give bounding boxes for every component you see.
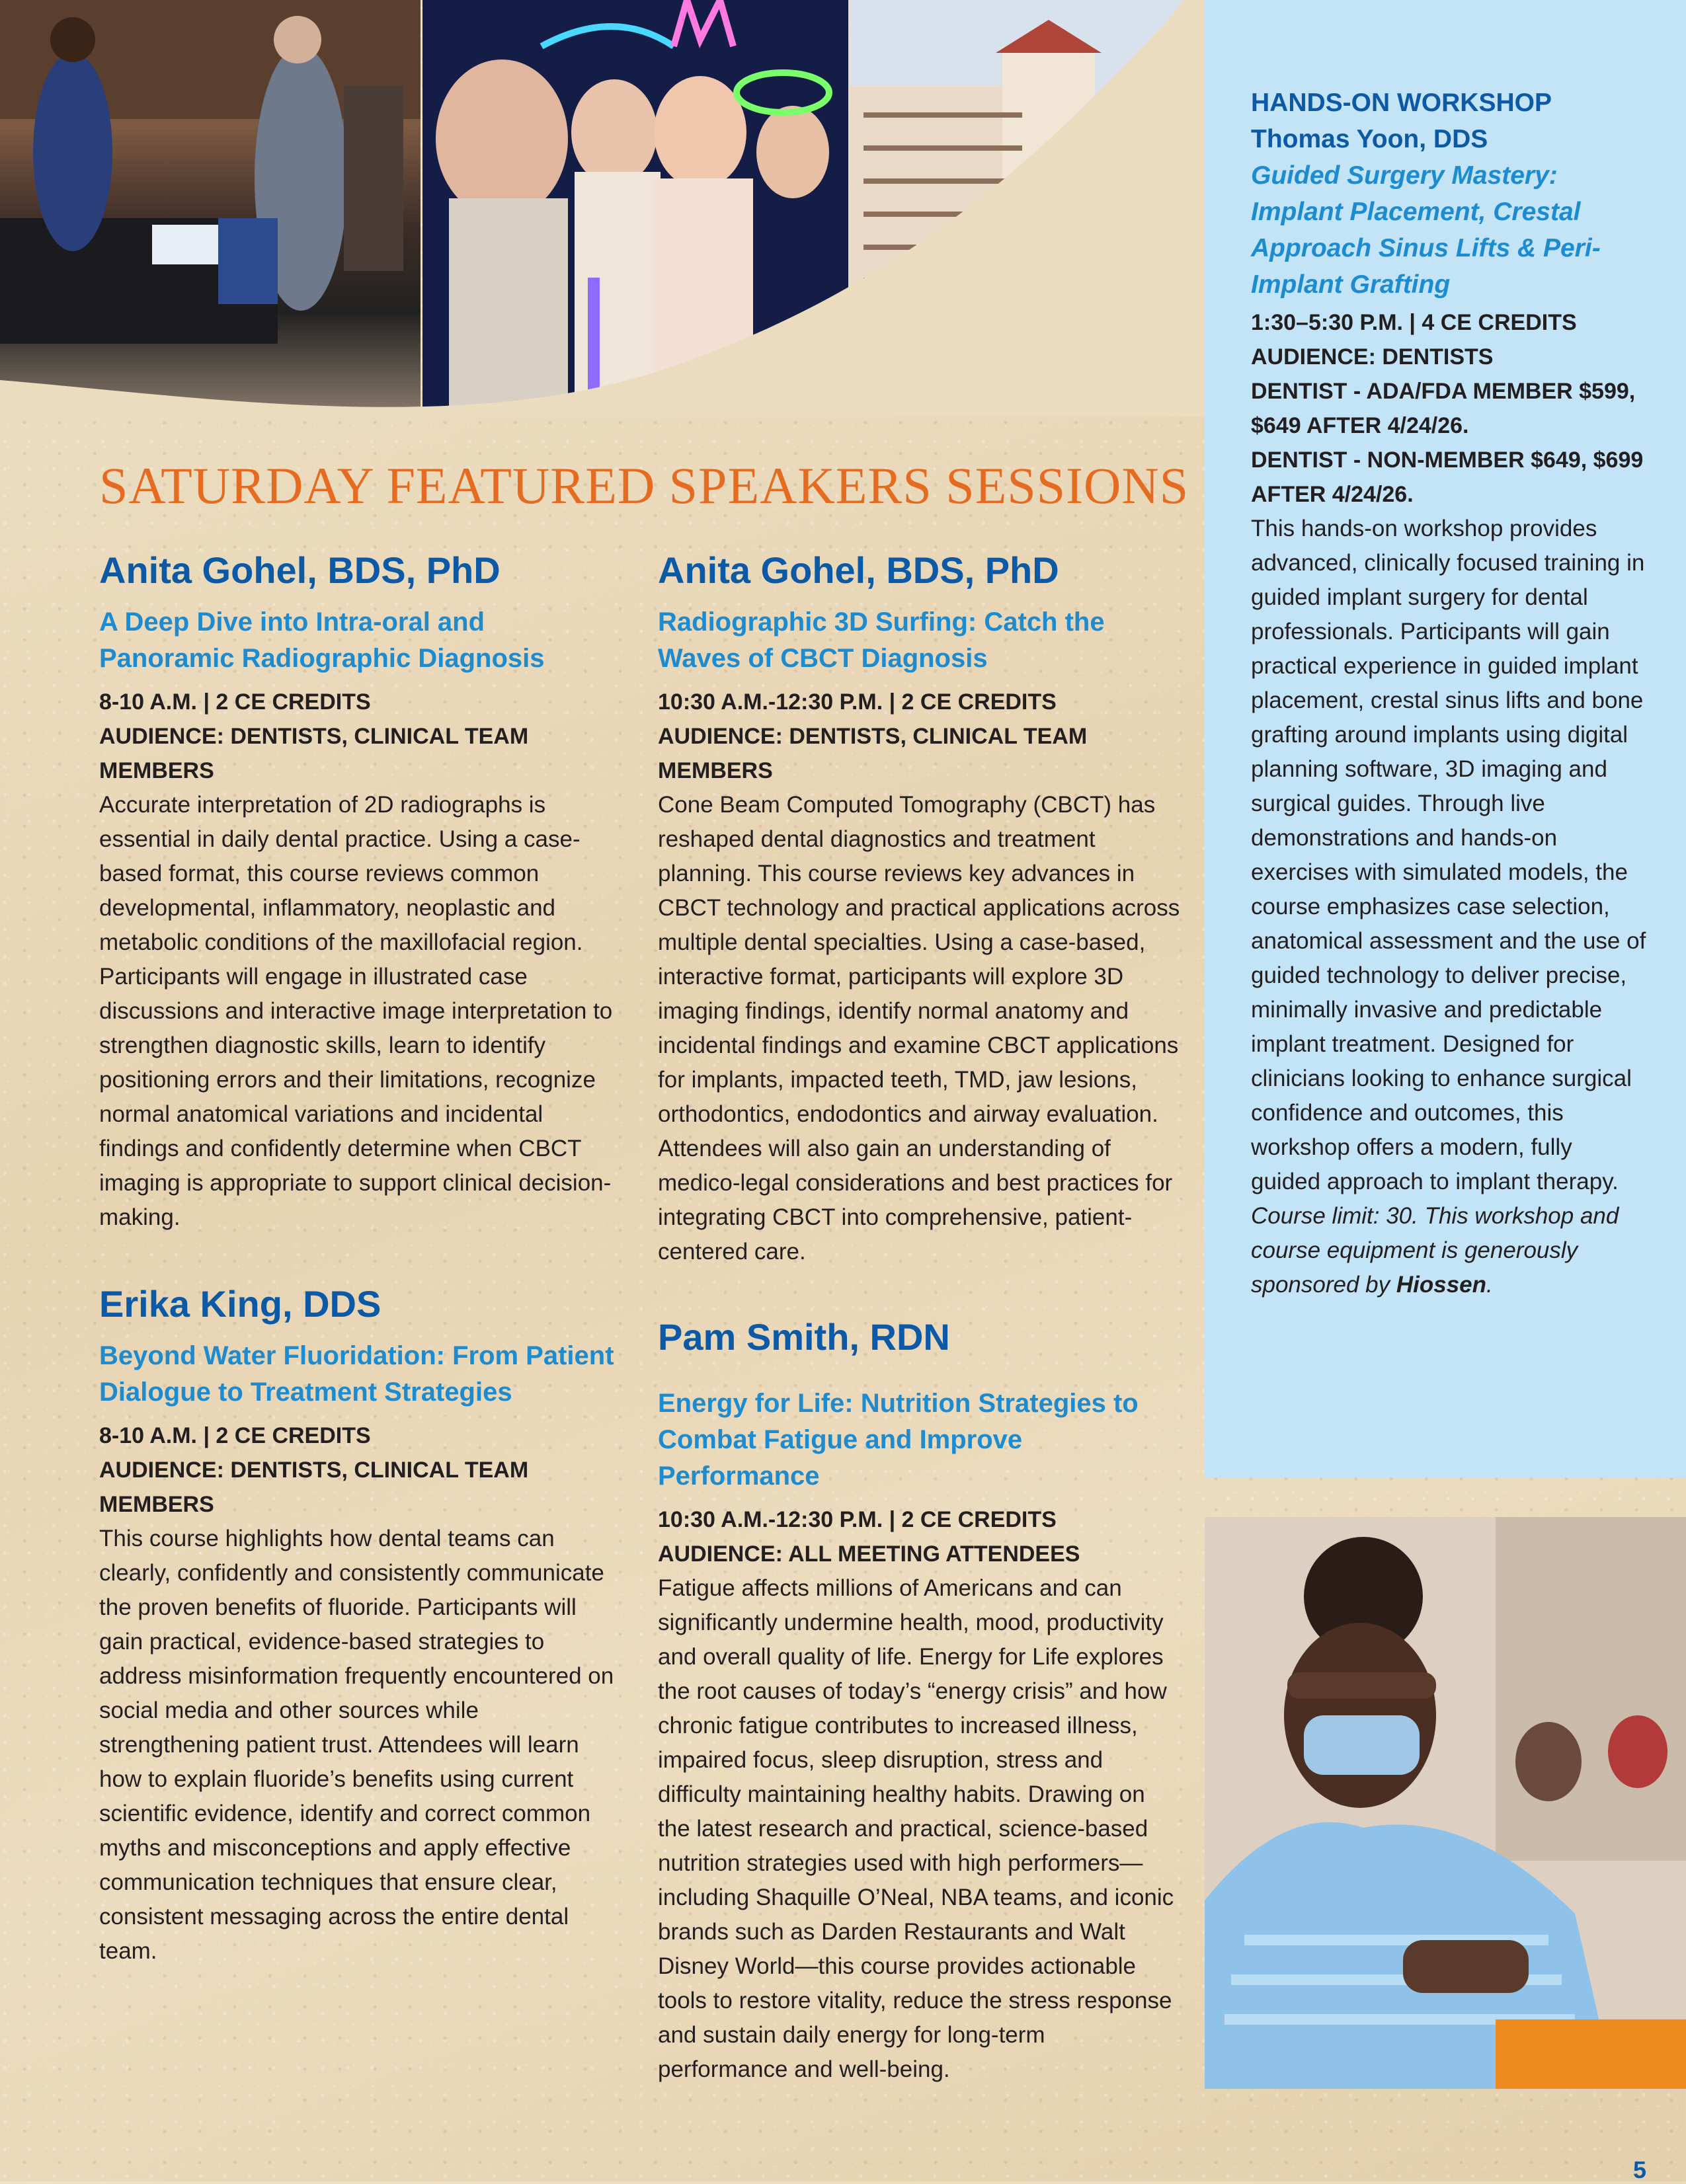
session-time: 8-10 A.M. | 2 CE CREDITS (99, 689, 371, 715)
session-gohel-intraoral (99, 549, 622, 1235)
workshop-sidebar (1205, 0, 1686, 1477)
page-heading: SATURDAY FEATURED SPEAKERS SESSIONS (99, 457, 1189, 514)
session-king-fluoridation (99, 1282, 622, 1969)
workshop-label: HANDS-ON WORKSHOP (1251, 89, 1552, 117)
session-description: This course highlights how dental teams can clearly, confidently and consistently communicate the proven benefits of fluoride. Participants will gain practical, evidence-based strategies to address misinformation frequently encountered on social media and other sources while strengthening patient trust. Attendees will learn how to explain fluoride’s benefits using current scientific evidence, identify and correct common myths and misconceptions and apply effective communication techniques that ensure clear, consistent messaging across the entire dental team. (99, 1526, 614, 1964)
session-audience: AUDIENCE: DENTISTS, CLINICAL TEAM MEMBERS (99, 1458, 529, 1517)
session-title: Beyond Water Fluoridation: From Patient Dialogue to Treatment Strategies (99, 1341, 614, 1407)
session-title: Energy for Life: Nutrition Strategies to Combat Fatigue and Improve Performance (658, 1389, 1139, 1491)
workshop-note (1251, 1199, 1648, 1302)
session-description: Cone Beam Computed Tomography (CBCT) has reshaped dental diagnostics and treatment planning. This course reviews key advances in CBCT technology and practical applications across multiple dental specialties. Using a case-based, interactive format, participants will explore 3D imaging findings, identify normal anatomy and incidental findings and examine CBCT applications for implants, impacted teeth, TMD, jaw lesions, orthodontics, endodontics and airway evaluation. Attendees will also gain an understanding of medico-legal considerations and best practices for integrating CBCT into comprehensive, patient-centered care. (658, 792, 1180, 1265)
session-audience: AUDIENCE: DENTISTS, CLINICAL TEAM MEMBERS (99, 724, 529, 783)
workshop-member-price: DENTIST - ADA/FDA MEMBER $599, $649 AFTER 4/24/26. (1251, 379, 1636, 438)
session-description: Accurate interpretation of 2D radiographs is essential in daily dental practice. Using a case-based format, this course reviews common developmental, inflammatory, neoplastic and metabolic conditions of the maxillofacial region. Participants will engage in illustrated case discussions and interactive image interpretation to strengthen diagnostic skills, learn to identify positioning errors and their limitations, recognize normal anatomical variations and incidental findings and confidently determine when CBCT imaging is appropriate to support clinical decision-making. (99, 792, 613, 1230)
workshop-note-text: Course limit: 30. This workshop and course equipment is generously sponsored by (1251, 1203, 1619, 1298)
workshop-nonmember-price: DENTIST - NON-MEMBER $649, $699 AFTER 4/24/26. (1251, 448, 1644, 507)
workshop-audience: AUDIENCE: DENTISTS (1251, 344, 1494, 370)
session-time: 8-10 A.M. | 2 CE CREDITS (99, 1423, 371, 1448)
session-title: Radiographic 3D Surfing: Catch the Waves of CBCT Diagnosis (658, 607, 1105, 673)
speaker-name: Anita Gohel, BDS, PhD (658, 549, 1059, 591)
workshop-sponsor: Hiossen (1396, 1272, 1487, 1298)
session-audience: AUDIENCE: DENTISTS, CLINICAL TEAM MEMBERS (658, 724, 1088, 783)
photo-strip (0, 0, 1205, 416)
session-time: 10:30 A.M.-12:30 P.M. | 2 CE CREDITS (658, 689, 1057, 715)
speaker-name: Erika King, DDS (99, 1283, 381, 1325)
session-time: 10:30 A.M.-12:30 P.M. | 2 CE CREDITS (658, 1507, 1057, 1532)
workshop-time: 1:30–5:30 P.M. | 4 CE CREDITS (1251, 310, 1577, 335)
clinician-illustration (1205, 1517, 1686, 2089)
session-title: A Deep Dive into Intra-oral and Panoramic Radiographic Diagnosis (99, 607, 545, 673)
workshop-title: Guided Surgery Mastery: Implant Placement, Crestal Approach Sinus Lifts & Peri-Implant Grafting (1251, 161, 1601, 299)
session-smith-nutrition (658, 1315, 1180, 2087)
session-gohel-cbct (658, 549, 1180, 1269)
workshop-photo (1205, 1517, 1686, 2089)
page-number: 5 (1633, 2156, 1647, 2183)
workshop-speaker: Thomas Yoon, DDS (1251, 125, 1488, 153)
workshop-content (1251, 85, 1648, 1302)
speaker-name: Pam Smith, RDN (658, 1316, 950, 1358)
session-description: Fatigue affects millions of Americans and can significantly undermine health, mood, productivity and overall quality of life. Energy for Life explores the root causes of today’s “energy crisis” and how chronic fatigue contributes to increased illness, impaired focus, sleep disruption, stress and difficulty maintaining healthy habits. Drawing on the latest research and practical, science-based nutrition strategies used with high performers—including Shaquille O’Neal, NBA teams, and iconic brands such as Darden Restaurants and Walt Disney World—this course provides actionable tools to restore vitality, reduce the stress response and sustain daily energy for long-term performance and well-being. (658, 1575, 1174, 2082)
workshop-note-end: . (1486, 1272, 1493, 1298)
speaker-name: Anita Gohel, BDS, PhD (99, 549, 501, 591)
session-audience: AUDIENCE: ALL MEETING ATTENDEES (658, 1541, 1080, 1567)
sand-wave-divider (0, 0, 1205, 416)
workshop-description: This hands-on workshop provides advanced, clinically focused training in guided implant surgery for dental professionals. Participants will gain practical experience in guided implant placement, crestal sinus lifts and bone grafting around implants using digital planning software, 3D imaging and surgical guides. Through live demonstrations and hands-on exercises with simulated models, the course emphasizes case selection, anatomical assessment and the use of guided technology to deliver precise, minimally invasive and predictable implant treatment. Designed for clinicians looking to enhance surgical confidence and outcomes, this workshop offers a modern, fully guided approach to implant therapy. (1251, 516, 1646, 1194)
